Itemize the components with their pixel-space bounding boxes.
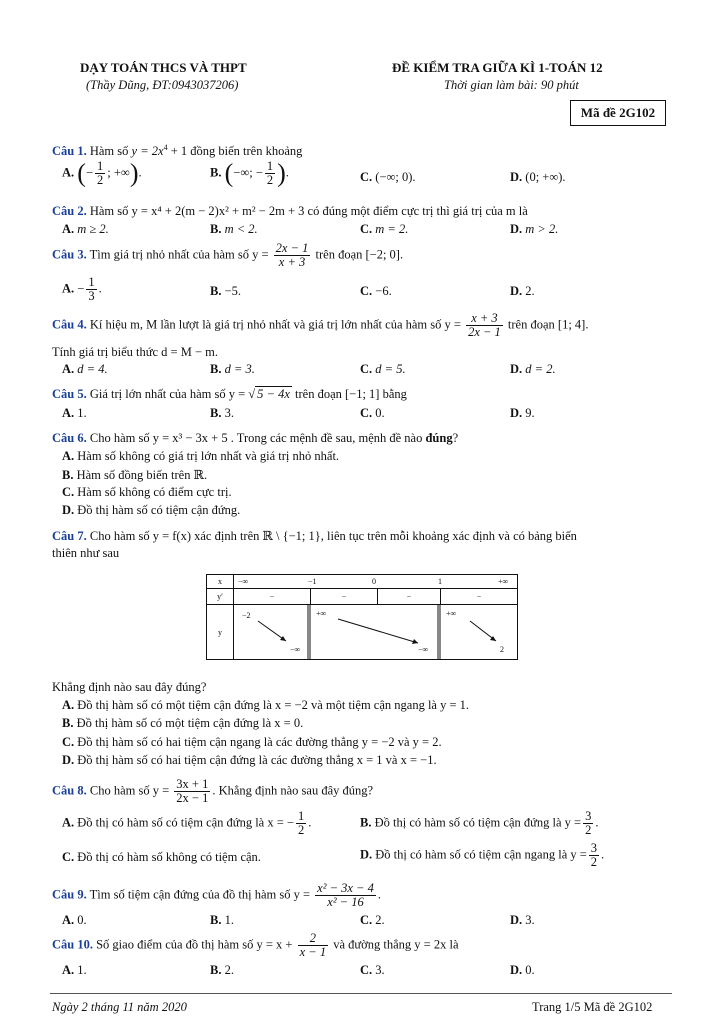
option-d: D. Đồ thị hàm số có tiệm cận đứng. (62, 503, 241, 517)
option-c: C. (−∞; 0). (360, 170, 416, 184)
question-7-prompt: Khẳng định nào sau đây đúng? (52, 680, 207, 694)
option-b: B. d = 3. (210, 362, 255, 376)
option-b: B. 2. (210, 963, 234, 977)
x-value: −∞ (238, 577, 249, 586)
footer-date: Ngày 2 tháng 11 năm 2020 (52, 1000, 187, 1014)
option-b: B. 1. (210, 913, 234, 927)
option-c: C. −6. (360, 284, 392, 298)
y-value: 2 (500, 645, 504, 655)
option-c: C. d = 5. (360, 362, 406, 376)
option-b: B. m < 2. (210, 222, 258, 236)
option-a: A. d = 4. (62, 362, 108, 376)
option-b: B. Hàm số đồng biến trên ℝ. (62, 468, 208, 482)
option-d: D. Đồ thị có hàm số có tiệm cận ngang là y = $\frac{3}{2}$ . (360, 841, 605, 870)
question-7: Câu 7. Cho hàm số y = f(x) xác định trên ℝ \ {−1; 1}, liên tục trên mỗi khoảng xác định và có bảng biến (52, 529, 577, 543)
y-value: −∞ (418, 645, 429, 655)
teacher-info: (Thầy Dũng, ĐT:0943037206) (86, 78, 239, 92)
question-label: Câu 8. (52, 783, 87, 798)
option-a: A. 1. (62, 963, 87, 977)
y-value: +∞ (316, 609, 327, 619)
option-c: C. 2. (360, 913, 385, 927)
x-value: −1 (308, 577, 317, 586)
option-b: B. Đồ thị có hàm số có tiệm cận đứng là y = $\frac{3}{2}$ . (360, 809, 599, 838)
question-label: Câu 6. (52, 431, 87, 445)
question-4: Câu 4. Kí hiệu m, M lần lượt là giá trị nhỏ nhất và giá trị lớn nhất của hàm số y = $\frac{x + 3}{2x - 1}$ trên đoạn [1; 4]. (52, 311, 589, 340)
option-a: A. − $\frac{1}{3}$ . (62, 275, 102, 304)
y-header: y (207, 605, 234, 660)
option-d: D. m > 2. (510, 222, 559, 236)
option-a: A. (− $\frac{1}{2}$ ; +∞). (62, 158, 142, 188)
question-4-line2: Tính giá trị biểu thức d = M − m. (52, 345, 218, 359)
option-d: D. 2. (510, 284, 535, 298)
question-label: Câu 3. (52, 247, 87, 262)
question-label: Câu 2. (52, 204, 87, 218)
x-value: 0 (372, 577, 376, 586)
sign-cell: − (234, 589, 311, 605)
school-title: DẠY TOÁN THCS VÀ THPT (80, 60, 247, 75)
question-label: Câu 7. (52, 529, 87, 543)
question-6: Câu 6. Cho hàm số y = x³ − 3x + 5 . Trong các mệnh đề sau, mệnh đề nào đúng? (52, 431, 459, 445)
option-a: A. Hàm số không có giá trị lớn nhất và giá trị nhỏ nhất. (62, 449, 340, 463)
question-7-line2: thiên như sau (52, 546, 120, 560)
variation-table (206, 574, 518, 660)
question-label: Câu 5. (52, 387, 87, 401)
question-9: Câu 9. Tìm số tiệm cận đứng của đồ thị hàm số y = $\frac{\text{x² − 3x − 4}}{\text{x² − 16}}$ . (52, 881, 381, 910)
option-d: D. 9. (510, 406, 535, 420)
exam-code-box: Mã đề 2G102 (570, 100, 666, 126)
option-a: A. m ≥ 2. (62, 222, 109, 236)
option-c: C. 3. (360, 963, 385, 977)
question-2: Câu 2. Hàm số y = x⁴ + 2(m − 2)x² + m² − 2m + 3 có đúng một điểm cực trị thì giá trị của m là (52, 204, 528, 218)
option-a: A. Đồ thị hàm số có một tiệm cận đứng là x = −2 và một tiệm cận ngang là y = 1. (62, 698, 470, 712)
sign-cell: − (311, 589, 378, 605)
option-b: B. (−∞; − $\frac{1}{2}$ ). (210, 158, 289, 188)
option-d: D. d = 2. (510, 362, 556, 376)
x-value: +∞ (498, 577, 509, 586)
question-5: Câu 5. Giá trị lớn nhất của hàm số y = √ 5 − 4x trên đoạn [−1; 1] bằng (52, 387, 407, 401)
sign-cell: − (378, 589, 441, 605)
option-c: C. Đồ thị hàm số có hai tiệm cận ngang là các đường thẳng y = −2 và y = 2. (62, 735, 442, 749)
option-a: A. 1. (62, 406, 87, 420)
x-value: 1 (438, 577, 442, 586)
footer-divider (50, 993, 672, 994)
option-d: D. 0. (510, 963, 535, 977)
option-c: C. Hàm số không có điểm cực trị. (62, 485, 232, 499)
question-label: Câu 9. (52, 887, 87, 902)
sign-cell: − (441, 589, 518, 605)
question-1: Câu 1. Hàm số $y = 2x^4 + 1$ đồng biến trên khoảng (52, 143, 303, 159)
x-header: x (207, 575, 234, 589)
option-b: B. Đồ thị hàm số có một tiệm cận đứng là x = 0. (62, 716, 304, 730)
exam-title: ĐỀ KIỂM TRA GIỮA KÌ 1-TOÁN 12 (392, 60, 603, 75)
option-d: D. Đồ thị hàm số có hai tiệm cận đứng là các đường thẳng x = 1 và x = −1. (62, 753, 437, 767)
y-value: −2 (242, 611, 251, 621)
question-label: Câu 10. (52, 937, 93, 952)
y-value: +∞ (446, 609, 457, 619)
question-10: Câu 10. Số giao điểm của đồ thị hàm số y = x + $\frac{2}{x - 1}$ và đường thẳng y = 2x là (52, 931, 459, 960)
option-a: A. Đồ thị có hàm số có tiệm cận đứng là x = − $\frac{1}{2}$ . (62, 809, 312, 838)
question-label: Câu 1. (52, 144, 87, 159)
option-c: C. Đồ thị có hàm số không có tiệm cận. (62, 850, 261, 864)
option-a: A. 0. (62, 913, 87, 927)
option-b: B. −5. (210, 284, 242, 298)
question-8: Câu 8. Cho hàm số y = $\frac{3x + 1}{2x - 1}$ . Khẳng định nào sau đây đúng? (52, 777, 374, 806)
option-c: C. m = 2. (360, 222, 409, 236)
option-d: D. 3. (510, 913, 535, 927)
y-value: −∞ (290, 645, 301, 655)
variation-arrows (234, 605, 520, 659)
arrow-down-2 (338, 619, 418, 643)
footer-page: Trang 1/5 Mã đề 2G102 (532, 1000, 653, 1014)
yprime-header: y′ (207, 589, 234, 605)
option-d: D. (0; +∞). (510, 170, 566, 184)
option-b: B. 3. (210, 406, 234, 420)
question-3: Câu 3. Tìm giá trị nhỏ nhất của hàm số y = $\frac{2x - 1}{x + 3}$ trên đoạn [−2; 0]. (52, 241, 404, 270)
option-c: C. 0. (360, 406, 385, 420)
exam-duration: Thời gian làm bài: 90 phút (444, 78, 579, 92)
question-label: Câu 4. (52, 317, 87, 332)
